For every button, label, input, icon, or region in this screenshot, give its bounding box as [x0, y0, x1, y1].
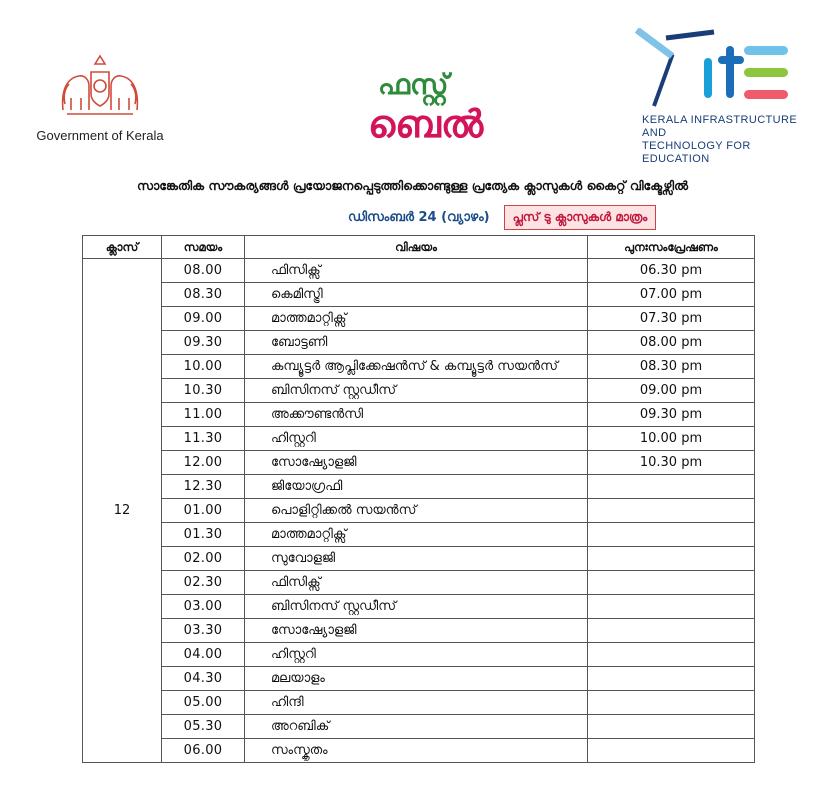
table-row: [83, 523, 755, 547]
table-row: [83, 667, 755, 691]
time-cell: 09.00: [162, 307, 245, 331]
kite-name: [642, 114, 812, 166]
table-row: [83, 403, 755, 427]
schedule-table: [82, 235, 755, 763]
kite-name-line-1: KERALA INFRASTRUCTURE AND: [642, 114, 798, 139]
table-row: [83, 451, 755, 475]
time-cell: 04.30: [162, 667, 245, 691]
subject-cell: മാത്തമാറ്റിക്സ്: [245, 523, 588, 547]
table-row: [83, 739, 755, 763]
time-cell: 11.30: [162, 427, 245, 451]
subject-cell: ഹിന്ദി: [245, 691, 588, 715]
document-header: [0, 0, 825, 175]
time-cell: 10.30: [162, 379, 245, 403]
rebroadcast-cell: 08.00 pm: [588, 331, 755, 355]
subject-cell: കമ്പ്യൂട്ടർ ആപ്ലിക്കേഷൻസ് & കമ്പ്യൂട്ടർ സയൻസ്: [245, 355, 588, 379]
table-header-row: [83, 236, 755, 259]
plus-two-badge: പ്ലസ് ടു ക്ലാസുകൾ മാത്രം: [504, 205, 657, 230]
rebroadcast-cell: [588, 715, 755, 739]
schedule-body: [83, 259, 755, 763]
subject-cell: സംസ്കൃതം: [245, 739, 588, 763]
time-cell: 03.30: [162, 619, 245, 643]
time-cell: 12.30: [162, 475, 245, 499]
time-cell: 06.00: [162, 739, 245, 763]
government-label: Government of Kerala: [36, 128, 164, 143]
rebroadcast-cell: 07.30 pm: [588, 307, 755, 331]
table-row: [83, 379, 755, 403]
date-line: [348, 204, 656, 230]
subject-cell: പൊളിറ്റിക്കൽ സയൻസ്: [245, 499, 588, 523]
rebroadcast-cell: [588, 739, 755, 763]
rebroadcast-cell: [588, 595, 755, 619]
kerala-emblem-icon: [55, 50, 145, 122]
table-row: [83, 355, 755, 379]
time-cell: 09.30: [162, 331, 245, 355]
table-row: [83, 715, 755, 739]
table-row: [83, 547, 755, 571]
kite-logo-icon: [632, 28, 807, 110]
time-cell: 02.00: [162, 547, 245, 571]
subject-cell: ജിയോഗ്രഫി: [245, 475, 588, 499]
table-row: [83, 283, 755, 307]
subject-cell: ബിസിനസ് സ്റ്റഡീസ്: [245, 379, 588, 403]
rebroadcast-cell: [588, 499, 755, 523]
time-cell: 08.30: [162, 283, 245, 307]
header-rebroadcast: പുനഃസംപ്രേഷണം: [588, 236, 755, 259]
subject-cell: സോഷ്യോളജി: [245, 451, 588, 475]
time-cell: 01.30: [162, 523, 245, 547]
subject-cell: സോഷ്യോളജി: [245, 619, 588, 643]
time-cell: 11.00: [162, 403, 245, 427]
first-bell-logo: [360, 68, 484, 168]
rebroadcast-cell: [588, 667, 755, 691]
subject-cell: ബോട്ടണി: [245, 331, 588, 355]
rebroadcast-cell: [588, 523, 755, 547]
broadcast-date: ഡിസംബർ 24 (വ്യാഴം): [348, 209, 490, 225]
rebroadcast-cell: [588, 547, 755, 571]
rebroadcast-cell: 10.00 pm: [588, 427, 755, 451]
header-class: ക്ലാസ്: [83, 236, 162, 259]
subject-cell: ഹിസ്റ്ററി: [245, 427, 588, 451]
table-row: [83, 571, 755, 595]
table-row: [83, 427, 755, 451]
subject-cell: ഹിസ്റ്ററി: [245, 643, 588, 667]
time-cell: 04.00: [162, 643, 245, 667]
government-logo-block: [25, 50, 175, 143]
class-cell: 12: [83, 259, 162, 763]
rebroadcast-cell: 08.30 pm: [588, 355, 755, 379]
rebroadcast-cell: 09.00 pm: [588, 379, 755, 403]
subject-cell: സുവോളജി: [245, 547, 588, 571]
table-row: [83, 475, 755, 499]
time-cell: 10.00: [162, 355, 245, 379]
rebroadcast-cell: [588, 571, 755, 595]
time-cell: 01.00: [162, 499, 245, 523]
subject-cell: അറബിക്: [245, 715, 588, 739]
header-subject: വിഷയം: [245, 236, 588, 259]
rebroadcast-cell: [588, 691, 755, 715]
rebroadcast-cell: [588, 643, 755, 667]
time-cell: 03.00: [162, 595, 245, 619]
table-row: [83, 499, 755, 523]
rebroadcast-cell: 06.30 pm: [588, 259, 755, 283]
subject-cell: ഫിസിക്സ്: [245, 571, 588, 595]
header-time: സമയം: [162, 236, 245, 259]
kite-logo-block: [632, 28, 812, 165]
rebroadcast-cell: 10.30 pm: [588, 451, 755, 475]
subject-cell: കെമിസ്ട്രി: [245, 283, 588, 307]
table-row: [83, 643, 755, 667]
subject-cell: ഫിസിക്സ്: [245, 259, 588, 283]
brand-line-1: ഫസ്റ്റ്: [378, 68, 449, 101]
kite-name-line-2: TECHNOLOGY FOR EDUCATION: [642, 140, 751, 165]
time-cell: 05.00: [162, 691, 245, 715]
time-cell: 12.00: [162, 451, 245, 475]
rebroadcast-cell: 07.00 pm: [588, 283, 755, 307]
subject-cell: മലയാളം: [245, 667, 588, 691]
subject-cell: ബിസിനസ് സ്റ്റഡീസ്: [245, 595, 588, 619]
rebroadcast-cell: [588, 475, 755, 499]
table-row: [83, 595, 755, 619]
brand-line-2: ബെൽ: [368, 102, 484, 146]
table-row: [83, 307, 755, 331]
subject-cell: മാത്തമാറ്റിക്സ്: [245, 307, 588, 331]
rebroadcast-cell: 09.30 pm: [588, 403, 755, 427]
table-row: [83, 331, 755, 355]
time-cell: 08.00: [162, 259, 245, 283]
subject-cell: അക്കൗണ്ടൻസി: [245, 403, 588, 427]
table-row: [83, 619, 755, 643]
table-row: [83, 691, 755, 715]
page-title: സാങ്കേതിക സൗകര്യങ്ങൾ പ്രയോജനപ്പെടുത്തിക്കൊണ്ടുള്ള പ്രത്യേക ക്ലാസുകൾ കൈറ്റ് വിക്ടേഴ്സിൽ: [136, 178, 689, 193]
table-row: [83, 259, 755, 283]
time-cell: 05.30: [162, 715, 245, 739]
rebroadcast-cell: [588, 619, 755, 643]
time-cell: 02.30: [162, 571, 245, 595]
